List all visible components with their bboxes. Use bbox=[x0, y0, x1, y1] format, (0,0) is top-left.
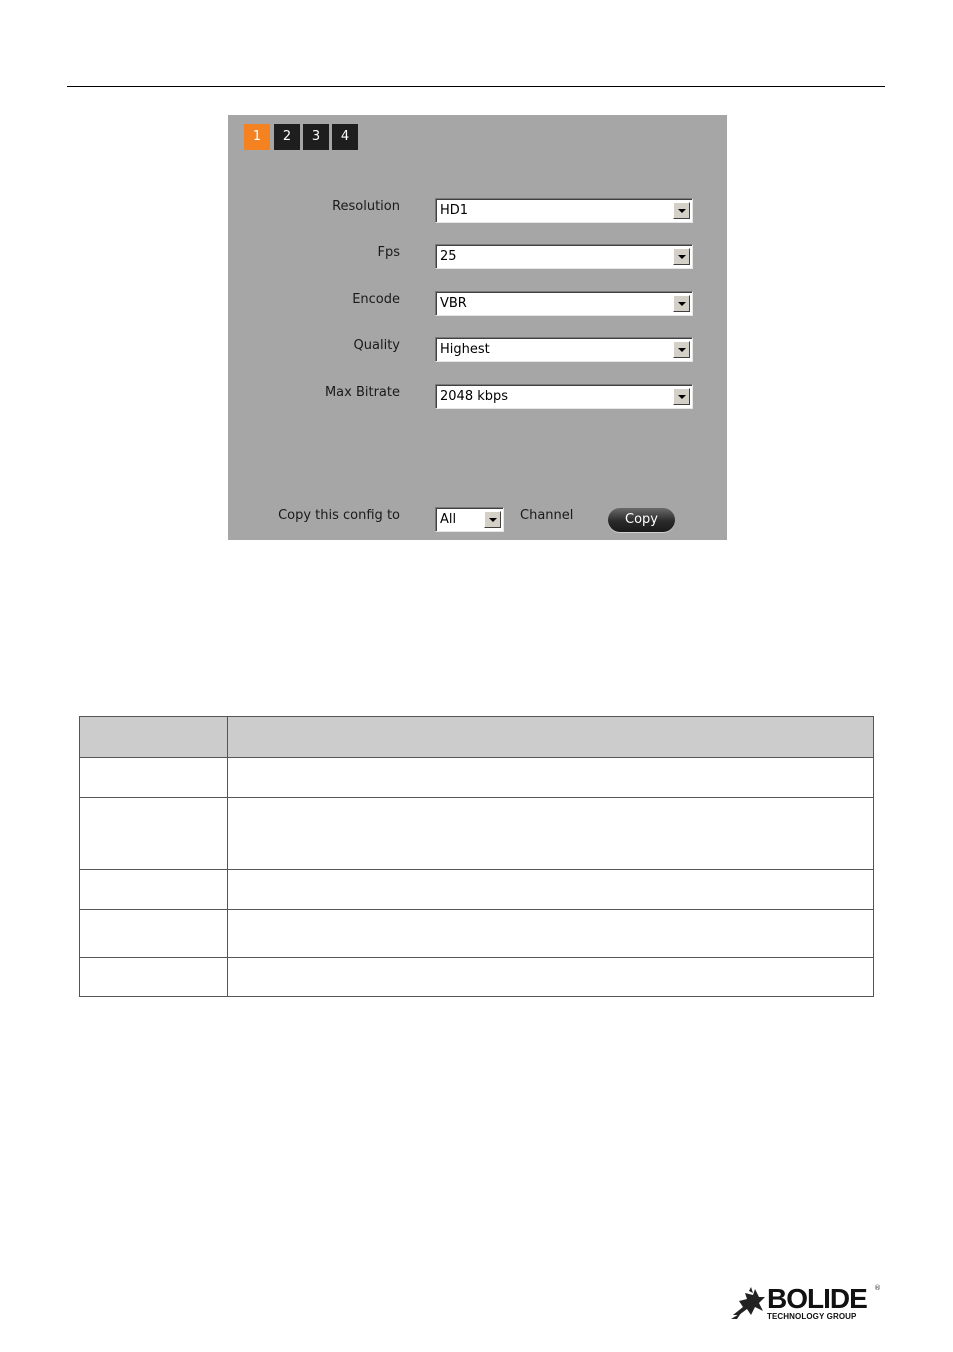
table-cell bbox=[228, 870, 874, 910]
registered-mark: ® bbox=[874, 1284, 881, 1292]
tab-channel-4[interactable]: 4 bbox=[332, 124, 358, 150]
max-bitrate-value: 2048 kbps bbox=[440, 389, 509, 404]
table-cell bbox=[228, 958, 874, 997]
copy-button[interactable]: Copy bbox=[608, 508, 675, 532]
table-row bbox=[80, 910, 874, 958]
logo-wordmark: BOLIDE bbox=[767, 1283, 867, 1314]
chevron-down-icon[interactable] bbox=[673, 388, 690, 405]
fps-select[interactable] bbox=[435, 244, 693, 269]
table-cell bbox=[228, 910, 874, 958]
quality-select[interactable] bbox=[435, 337, 693, 362]
parameter-table bbox=[79, 716, 874, 997]
fps-label: Fps bbox=[377, 245, 400, 260]
table-cell bbox=[80, 870, 228, 910]
chevron-down-icon[interactable] bbox=[673, 202, 690, 219]
table-cell bbox=[228, 758, 874, 798]
table-cell bbox=[80, 958, 228, 997]
table-cell bbox=[80, 910, 228, 958]
chevron-down-icon[interactable] bbox=[673, 341, 690, 358]
table-row bbox=[80, 958, 874, 997]
tab-channel-2[interactable]: 2 bbox=[274, 124, 300, 150]
encode-label: Encode bbox=[352, 292, 400, 307]
encode-value: VBR bbox=[440, 296, 467, 311]
quality-label: Quality bbox=[353, 338, 400, 353]
table-cell bbox=[228, 798, 874, 870]
table-row bbox=[80, 758, 874, 798]
quality-value: Highest bbox=[440, 342, 490, 357]
resolution-select[interactable] bbox=[435, 198, 693, 223]
chevron-down-icon[interactable] bbox=[484, 511, 501, 528]
dragon-emblem-icon bbox=[729, 1285, 767, 1321]
chevron-down-icon[interactable] bbox=[673, 295, 690, 312]
table-cell bbox=[228, 717, 874, 758]
fps-value: 25 bbox=[440, 249, 457, 264]
table-row bbox=[80, 870, 874, 910]
channel-label: Channel bbox=[520, 508, 574, 523]
copy-target-value: All bbox=[440, 512, 457, 527]
encode-select[interactable] bbox=[435, 291, 693, 316]
logo-subtitle: TECHNOLOGY GROUP bbox=[767, 1312, 857, 1321]
table-cell bbox=[80, 717, 228, 758]
table-cell bbox=[80, 758, 228, 798]
bolide-logo bbox=[729, 1283, 881, 1323]
max-bitrate-select[interactable] bbox=[435, 384, 693, 409]
header-rule bbox=[67, 86, 885, 87]
chevron-down-icon[interactable] bbox=[673, 248, 690, 265]
table-header-row bbox=[80, 717, 874, 758]
resolution-label: Resolution bbox=[332, 199, 400, 214]
table-row bbox=[80, 798, 874, 870]
max-bitrate-label: Max Bitrate bbox=[324, 385, 400, 400]
tab-channel-3[interactable]: 3 bbox=[303, 124, 329, 150]
table-cell bbox=[80, 798, 228, 870]
tab-channel-1[interactable]: 1 bbox=[244, 124, 270, 150]
copy-config-label: Copy this config to bbox=[278, 508, 400, 523]
encode-settings-panel bbox=[228, 115, 727, 540]
resolution-value: HD1 bbox=[440, 203, 469, 218]
copy-target-select[interactable] bbox=[435, 507, 504, 532]
